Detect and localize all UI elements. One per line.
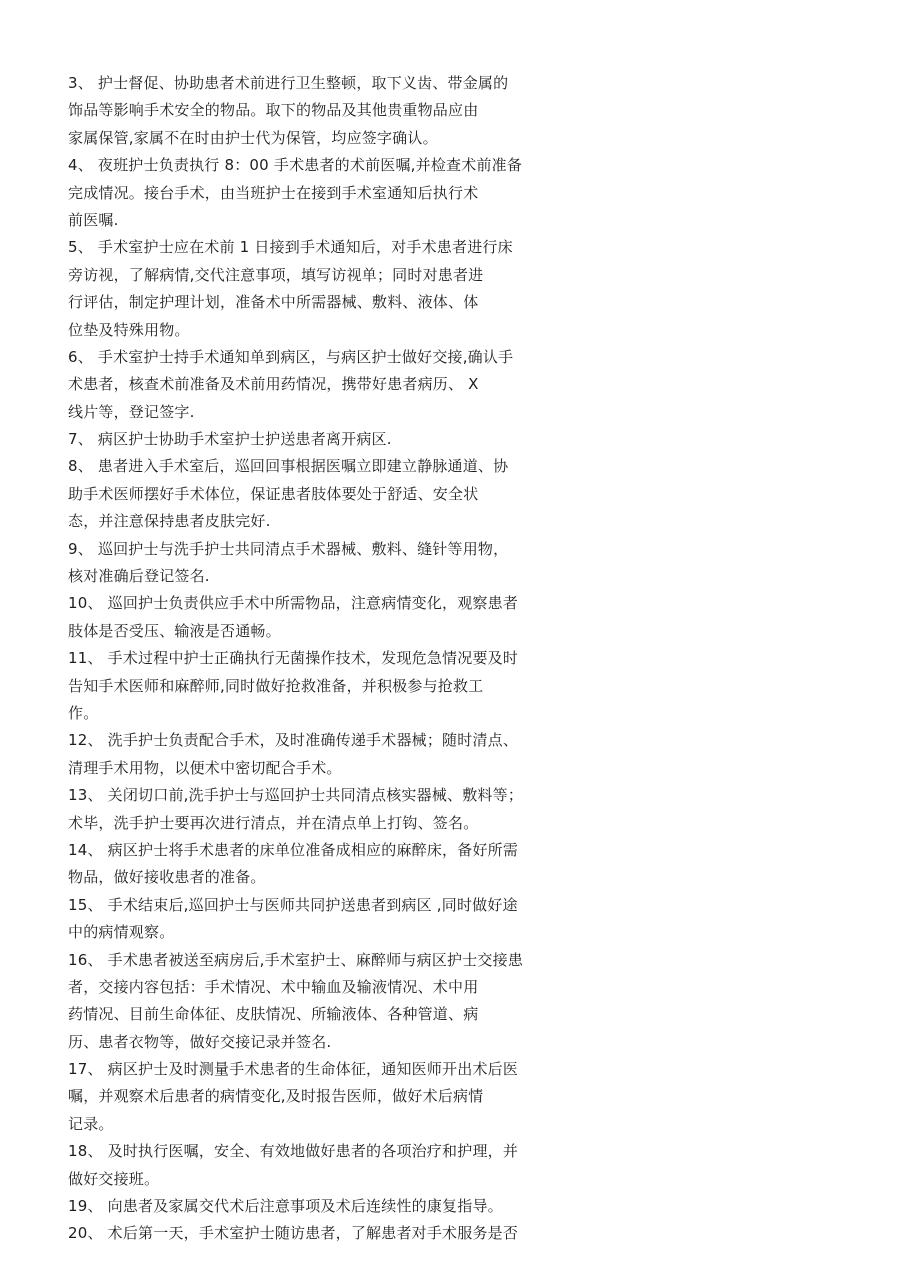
document-body — [68, 70, 868, 1248]
item-continuation-line: 嘱，并观察术后患者的病情变化,及时报告医师，做好术后病情 — [68, 1087, 484, 1106]
item-continuation-line: 记录。 — [68, 1114, 114, 1133]
list-item — [68, 70, 868, 152]
list-item — [68, 837, 868, 892]
item-continuation-line: 物品，做好接收患者的准备。 — [68, 868, 266, 887]
item-first-line: 9、 巡回护士与洗手护士共同清点手术器械、敷料、缝针等用物， — [68, 539, 509, 558]
list-item — [68, 1056, 868, 1138]
item-first-line: 6、 手术室护士持手术通知单到病区，与病区护士做好交接,确认手 — [68, 347, 514, 366]
list-item — [68, 234, 868, 344]
item-continuation-line: 前医嘱. — [68, 210, 119, 229]
item-first-line: 12、 洗手护士负责配合手术，及时准确传递手术器械；随时清点、 — [68, 731, 519, 750]
item-continuation-line: 旁访视，了解病情,交代注意事项，填写访视单；同时对患者进 — [68, 265, 484, 284]
item-continuation-line: 做好交接班。 — [68, 1169, 160, 1188]
item-continuation-line: 态，并注意保持患者皮肤完好. — [68, 512, 271, 531]
item-continuation-line: 助手术医师摆好手术体位，保证患者肢体要处于舒适、安全状 — [68, 484, 479, 503]
item-continuation-line: 肢体是否受压、输液是否通畅。 — [68, 621, 281, 640]
item-first-line: 19、 向患者及家属交代术后注意事项及术后连续性的康复指导。 — [68, 1197, 503, 1216]
item-continuation-line: 中的病情观察。 — [68, 923, 175, 942]
list-item — [68, 782, 868, 837]
item-first-line: 10、 巡回护士负责供应手术中所需物品，注意病情变化，观察患者 — [68, 594, 519, 613]
list-item — [68, 727, 868, 782]
item-continuation-line: 完成情况。接台手术，由当班护士在接到手术室通知后执行术 — [68, 183, 479, 202]
list-item — [68, 1138, 868, 1193]
item-first-line: 20、 术后第一天，手术室护士随访患者，了解患者对手术服务是否 — [68, 1224, 519, 1243]
item-continuation-line: 家属保管,家属不在时由护士代为保管，均应签字确认。 — [68, 128, 438, 147]
item-continuation-line: 核对准确后登记签名. — [68, 567, 210, 586]
item-continuation-line: 术毕，洗手护士要再次进行清点，并在清点单上打钩、签名。 — [68, 813, 479, 832]
item-continuation-line: 术患者，核查术前准备及术前用药情况，携带好患者病历、 X — [68, 375, 479, 394]
item-first-line: 15、 手术结束后,巡回护士与医师共同护送患者到病区 ,同时做好途 — [68, 895, 518, 914]
item-continuation-line: 行评估，制定护理计划，准备术中所需器械、敷料、液体、体 — [68, 293, 479, 312]
list-item — [68, 590, 868, 645]
item-continuation-line: 告知手术医师和麻醉师,同时做好抢救准备，并积极参与抢救工 — [68, 676, 484, 695]
list-item — [68, 536, 868, 591]
list-item — [68, 947, 868, 1057]
item-first-line: 8、 患者进入手术室后，巡回回事根据医嘱立即建立静脉通道、协 — [68, 457, 509, 476]
item-first-line: 14、 病区护士将手术患者的床单位准备成相应的麻醉床，备好所需 — [68, 840, 519, 859]
item-continuation-line: 药情况、目前生命体征、皮肤情况、所输液体、各种管道、病 — [68, 1005, 479, 1024]
list-item — [68, 344, 868, 426]
list-item — [68, 152, 868, 234]
list-item — [68, 1193, 868, 1220]
item-first-line: 17、 病区护士及时测量手术患者的生命体征，通知医师开出术后医 — [68, 1060, 519, 1079]
item-continuation-line: 饰品等影响手术安全的物品。取下的物品及其他贵重物品应由 — [68, 101, 479, 120]
item-first-line: 3、 护士督促、协助患者术前进行卫生整顿，取下义齿、带金属的 — [68, 74, 509, 92]
item-first-line: 13、 关闭切口前,洗手护士与巡回护士共同清点核实器械、敷料等； — [68, 786, 524, 805]
item-continuation-line: 位垫及特殊用物。 — [68, 320, 190, 339]
list-item — [68, 645, 868, 727]
list-item — [68, 453, 868, 535]
item-first-line: 5、 手术室护士应在术前 1 日接到手术通知后，对手术患者进行床 — [68, 238, 513, 257]
list-item — [68, 1220, 868, 1247]
item-continuation-line: 历、患者衣物等，做好交接记录并签名. — [68, 1032, 332, 1051]
item-first-line: 4、 夜班护士负责执行 8：00 手术患者的术前医嘱,并检查术前准备 — [68, 156, 523, 175]
item-continuation-line: 作。 — [68, 703, 99, 722]
item-first-line: 7、 病区护士协助手术室护士护送患者离开病区. — [68, 430, 392, 449]
item-first-line: 18、 及时执行医嘱，安全、有效地做好患者的各项治疗和护理，并 — [68, 1142, 519, 1161]
item-continuation-line: 清理手术用物，以便术中密切配合手术。 — [68, 758, 342, 777]
item-continuation-line: 线片等，登记签字. — [68, 402, 195, 421]
item-first-line: 11、 手术过程中护士正确执行无菌操作技术，发现危急情况要及时 — [68, 649, 519, 668]
list-item — [68, 426, 868, 453]
item-first-line: 16、 手术患者被送至病房后,手术室护士、麻醉师与病区护士交接患 — [68, 950, 524, 969]
item-continuation-line: 者，交接内容包括：手术情况、术中输血及输液情况、术中用 — [68, 977, 479, 996]
list-item — [68, 892, 868, 947]
